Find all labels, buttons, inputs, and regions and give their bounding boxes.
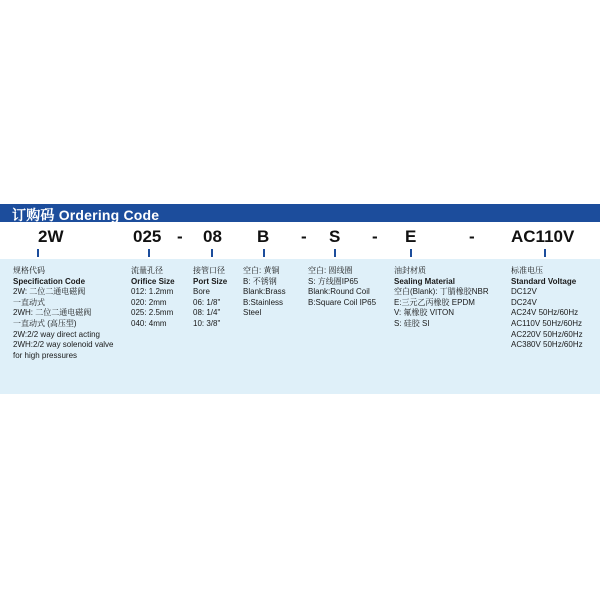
column-line: Blank:Round Coil: [308, 287, 370, 297]
code-dash-3: -: [372, 227, 378, 246]
column-line: Bore: [193, 287, 210, 297]
column-heading: Orifice Size: [131, 276, 175, 286]
column-line: 2WH: 二位二通电磁阀: [13, 308, 92, 318]
column-line: V: 氟橡胶 VITON: [394, 308, 455, 318]
column-orifice: [131, 266, 175, 330]
column-voltage: [511, 266, 583, 351]
column-heading: Specification Code: [13, 276, 86, 286]
column-line: AC110V 50Hz/60Hz: [511, 318, 582, 328]
tick-spec: [37, 249, 39, 257]
column-line: 流量孔径: [131, 266, 163, 275]
code-description-panel: [0, 259, 600, 394]
column-heading: Sealing Material: [394, 276, 455, 286]
code-spec: 2W: [38, 227, 64, 246]
tick-coil: [334, 249, 336, 257]
tick-voltage: [544, 249, 546, 257]
tick-orifice: [148, 249, 150, 257]
column-line: S: 硅胶 SI: [394, 318, 430, 328]
code-port: 08: [203, 227, 222, 246]
column-line: 040: 4mm: [131, 318, 167, 328]
code-dash-4: -: [469, 227, 475, 246]
column-line: DC24V: [511, 297, 537, 307]
column-line: S: 方线圈IP65: [308, 276, 359, 286]
column-body-material: [243, 266, 286, 319]
column-line: AC24V 50Hz/60Hz: [511, 308, 579, 318]
column-line: E:三元乙丙橡胶 EPDM: [394, 297, 475, 307]
tick-body: [263, 249, 265, 257]
column-line: 空白: 圆线圈: [308, 266, 353, 275]
code-voltage: AC110V: [511, 227, 575, 246]
column-line: 2W: 二位二通电磁阀: [13, 287, 86, 297]
column-port: [193, 266, 227, 330]
ordering-code-header: [0, 204, 600, 222]
code-orifice: 025: [133, 227, 162, 246]
header-title: 订购码 Ordering Code: [12, 207, 160, 223]
column-line: 油封材质: [394, 266, 426, 275]
tick-seal: [410, 249, 412, 257]
column-line: 08: 1/4": [193, 308, 221, 318]
column-line: B: 不锈钢: [243, 276, 277, 286]
code-dash-1: -: [177, 227, 183, 246]
column-coil: [308, 266, 376, 308]
column-line: 标准电压: [511, 266, 543, 275]
column-heading: Standard Voltage: [511, 276, 577, 286]
column-line: B:Square Coil IP65: [308, 297, 377, 307]
column-line: 020: 2mm: [131, 297, 167, 307]
column-seal: [394, 266, 489, 330]
column-line: for high pressures: [13, 350, 78, 360]
column-line: 一直动式 (高压型): [13, 318, 77, 328]
tick-port: [211, 249, 213, 257]
column-heading: Port Size: [193, 276, 228, 286]
code-coil: S: [329, 227, 341, 246]
column-line: AC220V 50Hz/60Hz: [511, 329, 583, 339]
column-line: 接管口径: [193, 266, 225, 275]
code-dash-2: -: [301, 227, 307, 246]
column-line: 规格代码: [13, 266, 45, 275]
column-line: 025: 2.5mm: [131, 308, 174, 318]
column-specification: [13, 266, 114, 361]
column-line: 一直动式: [13, 297, 45, 307]
column-line: 2W:2/2 way direct acting: [13, 329, 101, 339]
column-line: Blank:Brass: [243, 287, 286, 297]
column-line: 10: 3/8": [193, 318, 221, 328]
column-line: AC380V 50Hz/60Hz: [511, 340, 583, 350]
column-line: 2WH:2/2 way solenoid valve: [13, 340, 114, 350]
column-line: DC12V: [511, 287, 537, 297]
column-line: 06: 1/8": [193, 297, 221, 307]
column-line: Steel: [243, 308, 262, 318]
code-body: B: [257, 227, 270, 246]
code-seal: E: [405, 227, 417, 246]
column-line: 空白: 黄铜: [243, 266, 280, 275]
column-line: B:Stainless: [243, 297, 284, 307]
column-line: 012: 1.2mm: [131, 287, 174, 297]
column-line: 空白(Blank): 丁腈橡胶NBR: [394, 287, 489, 297]
